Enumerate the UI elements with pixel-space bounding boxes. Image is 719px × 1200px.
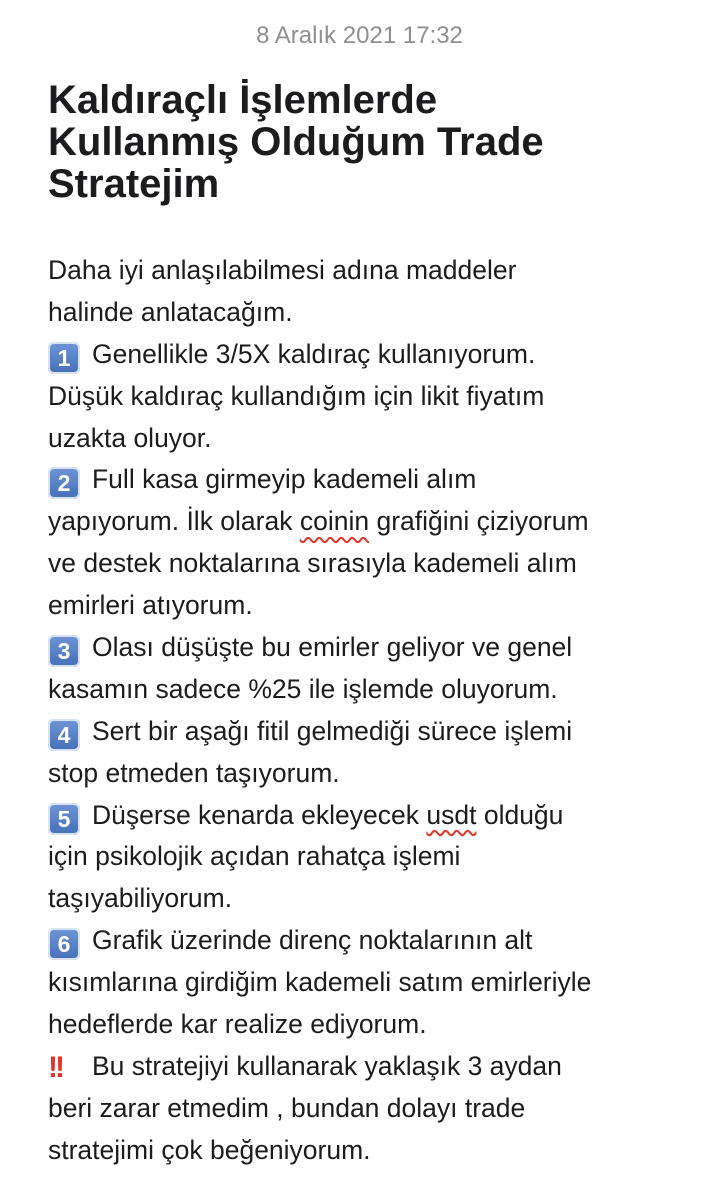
item-text: Genellikle 3/5X kaldıraç kullanıyorum. [92,338,536,369]
list-item-2 [48,459,688,627]
note-timestamp: 8 Aralık 2021 17:32 [256,22,463,49]
keycap-one-icon: 1 [48,342,80,374]
item-text: için psikolojik açıdan rahatça işlemi [48,841,461,872]
item-text: Düşük kaldıraç kullandığım için likit fiyatım [48,380,545,411]
item-text: stop etmeden taşıyorum. [48,757,340,788]
closing-paragraph [48,1046,688,1172]
closing-text: beri zarar etmedim , bundan dolayı trade [48,1092,526,1123]
keycap-four-icon: 4 [48,719,80,751]
list-item-5 [48,795,688,921]
keycap-six-icon: 6 [48,928,80,960]
list-item-3 [48,627,688,711]
title-line: Kaldıraçlı İşlemlerde [48,78,438,122]
list-item-4 [48,711,688,795]
item-text: kısımlarına girdiğim kademeli satım emirleriyle [48,967,592,998]
item-text: olduğu [476,799,564,830]
closing-text: Bu stratejiyi kullanarak yaklaşık 3 aydan [92,1050,562,1081]
note-title[interactable] [48,70,678,206]
double-exclamation-icon: !! [48,1050,62,1084]
item-text: Olası düşüşte bu emirler geliyor ve genel [92,632,573,663]
misspelled-word[interactable]: usdt [426,799,477,830]
list-item-1 [48,334,688,460]
intro-line: Daha iyi anlaşılabilmesi adına maddeler [48,255,517,285]
item-text: kasamın sadece %25 ile işlemde oluyorum. [48,673,558,704]
item-text: Grafik üzerinde direnç noktalarının alt [92,925,533,956]
item-text: ve destek noktalarına sırasıyla kademeli alım [48,548,577,579]
keycap-five-icon: 5 [48,803,80,835]
keycap-three-icon: 3 [48,635,80,667]
item-text: hedeflerde kar realize ediyorum. [48,1009,427,1040]
item-text: grafiğini çiziyorum [369,506,589,537]
intro-line: halinde anlatacağım. [48,296,293,327]
intro-paragraph [48,250,688,334]
item-text: taşıyabiliyorum. [48,883,233,914]
keycap-two-icon: 2 [48,467,80,499]
item-text: Full kasa girmeyip kademeli alım [92,464,477,495]
item-text: yapıyorum. İlk olarak [48,506,300,537]
title-line: Kullanmış Olduğum Trade [48,119,544,164]
title-line: Stratejim [48,161,220,206]
misspelled-word[interactable]: coinin [299,506,370,537]
item-text: uzakta oluyor. [48,422,212,453]
closing-text: stratejimi çok beğeniyorum. [48,1134,371,1165]
item-text: Düşerse kenarda ekleyecek [92,799,427,830]
list-item-6 [48,920,688,1046]
item-text: emirleri atıyorum. [48,590,253,621]
item-text: Sert bir aşağı fitil gelmediği sürece işlemi [92,715,573,746]
note-body[interactable] [48,250,688,1172]
